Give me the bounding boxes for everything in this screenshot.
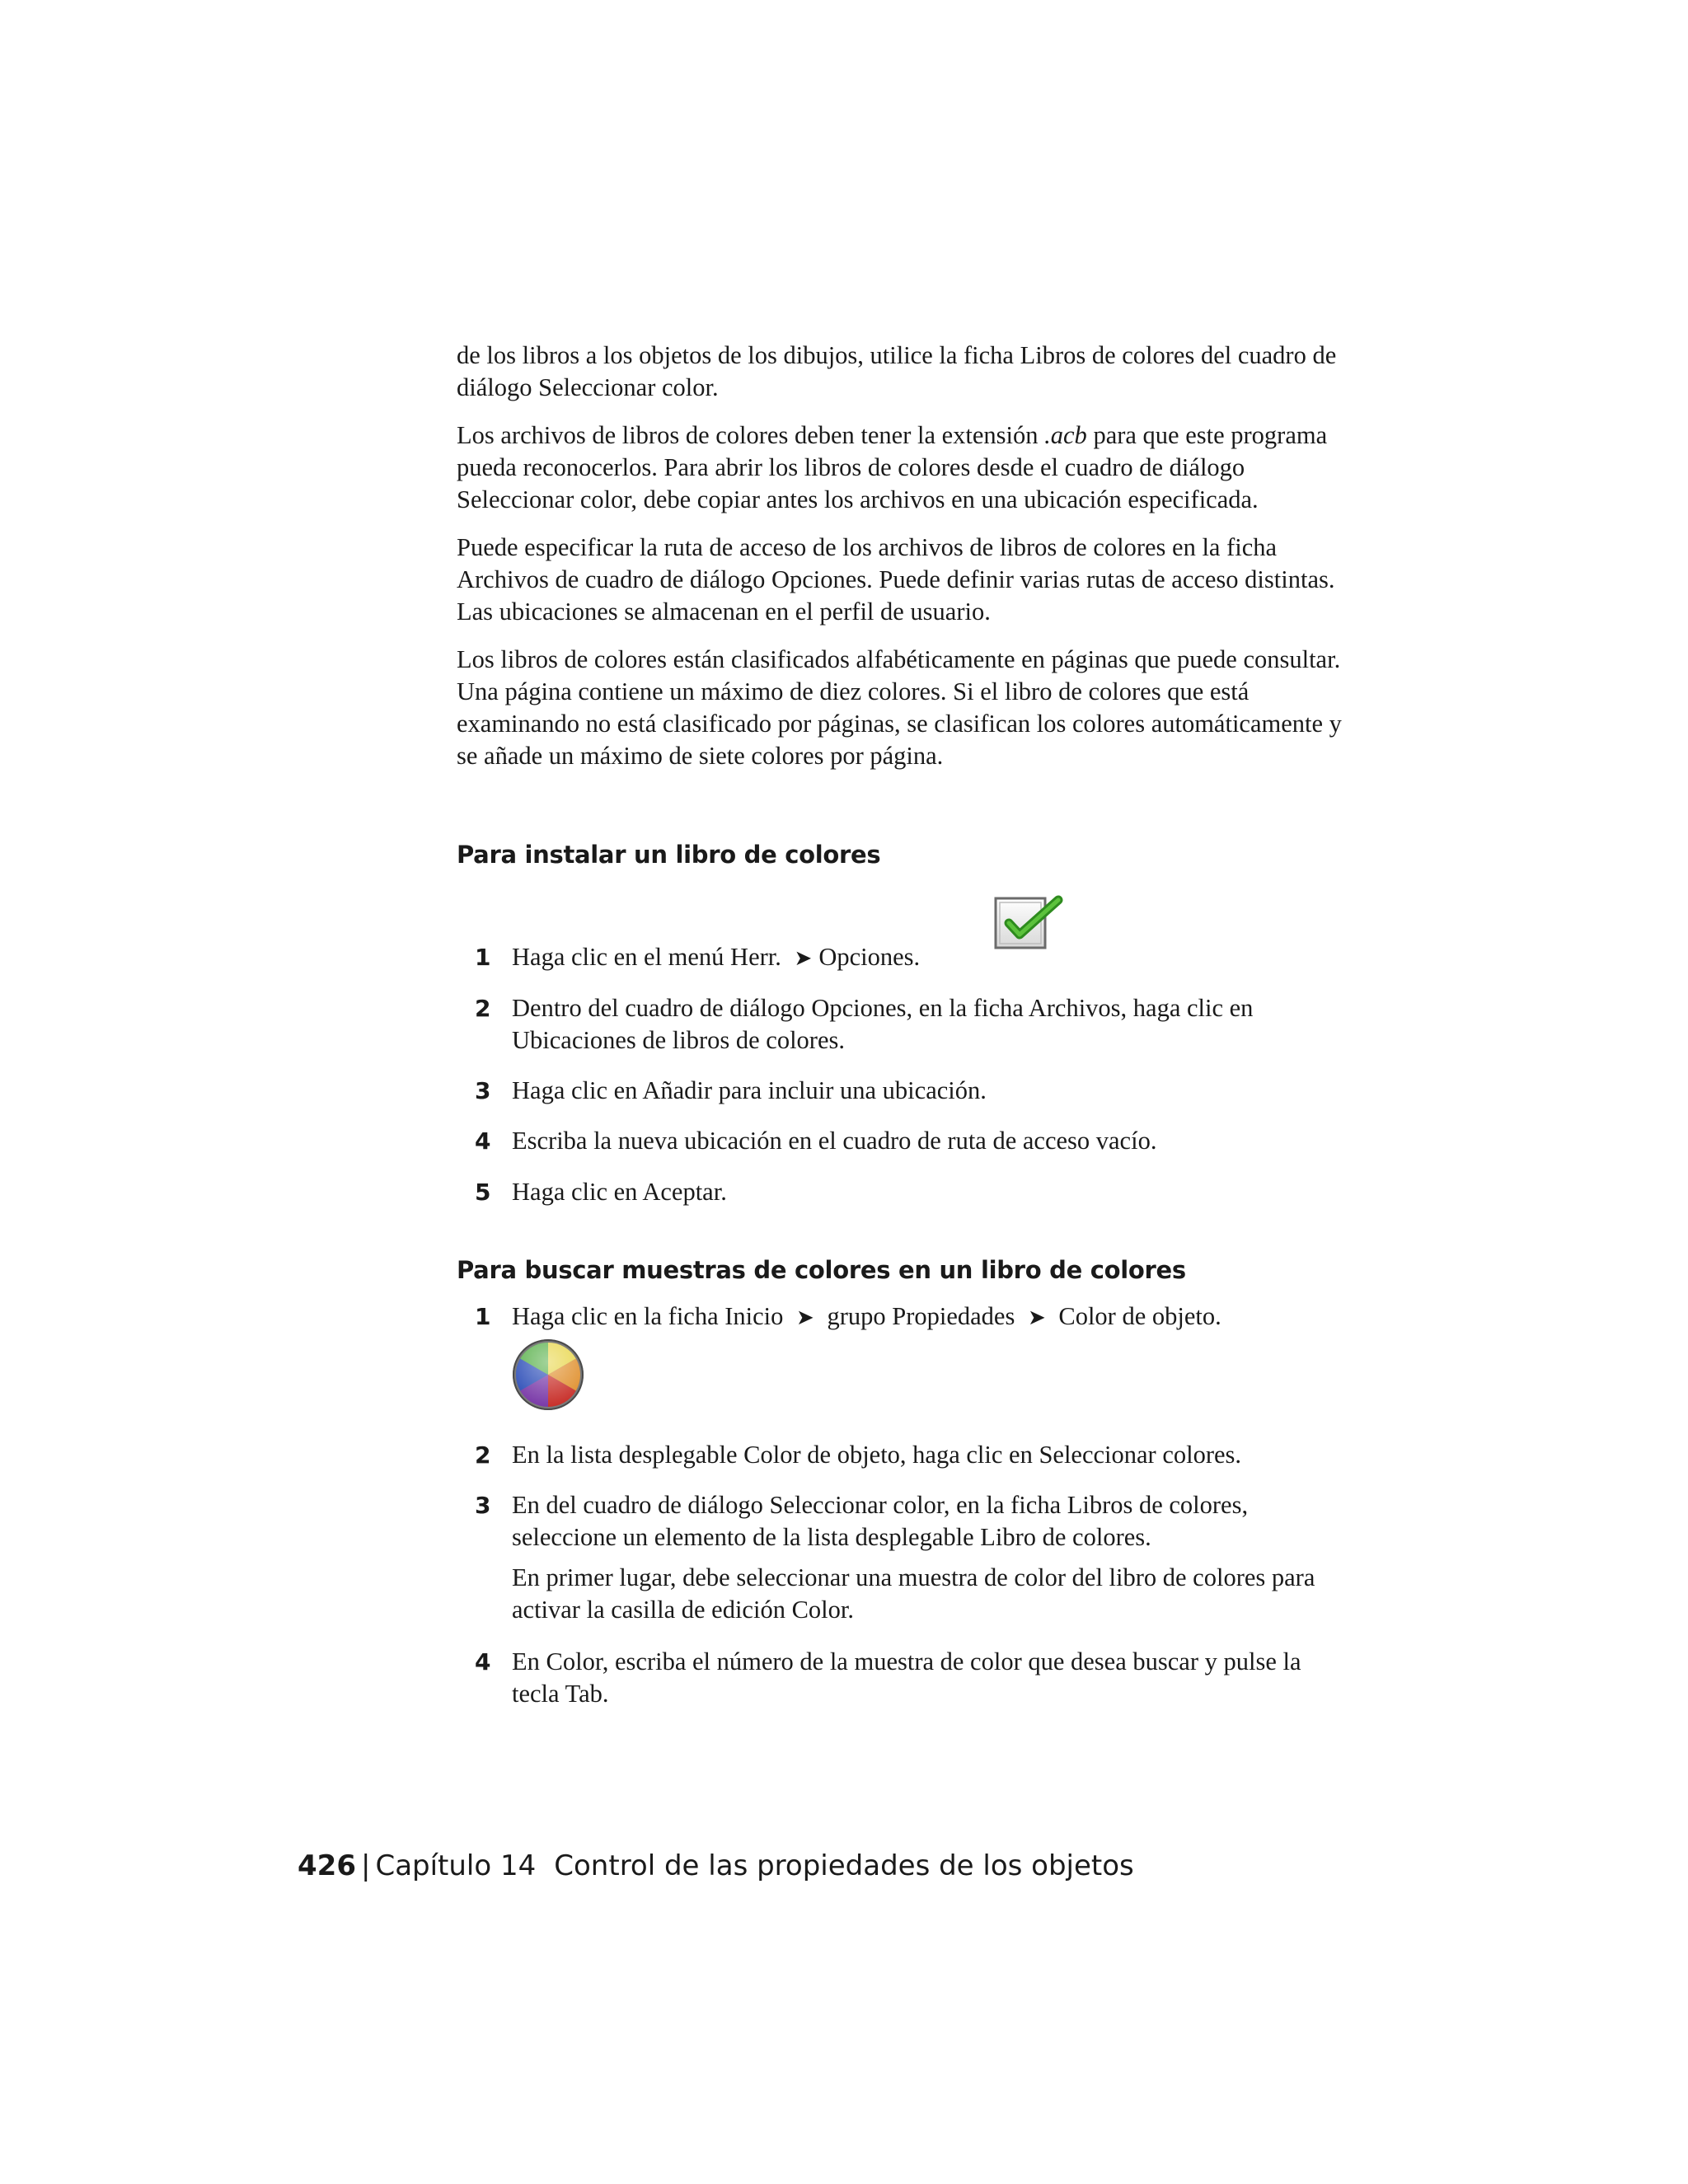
step-text: Haga clic en Añadir para incluir una ubicación.	[512, 1076, 987, 1104]
menu-arrow-icon: ➤	[1027, 1305, 1046, 1330]
chapter-title: Control de las propiedades de los objetos	[554, 1849, 1134, 1882]
checkbox-check-icon	[994, 895, 1068, 963]
chapter-label: Capítulo 14	[375, 1849, 537, 1882]
step-text: Dentro del cuadro de diálogo Opciones, en la ficha Archivos, haga clic en Ubicaciones de libros de colores.	[512, 994, 1254, 1054]
step-number: 3	[475, 1492, 491, 1519]
paragraph-acb-extension	[457, 419, 1347, 516]
step-number: 2	[475, 1441, 491, 1469]
page-footer	[298, 1848, 1134, 1884]
step-text	[512, 1489, 1353, 1626]
step-number: 1	[475, 944, 491, 971]
section-heading: Para buscar muestras de colores en un libro de colores	[457, 1256, 1186, 1284]
paragraph-pages: Los libros de colores están clasificados alfabéticamente en páginas que puede consultar. Una página contiene un máximo de diez colores. Si el libro de colores que está examinando no está clasificado por páginas, se clasifican los colores automáticamente y se añade un máximo de siete colores por página.	[457, 645, 1342, 770]
step-main-text: En del cuadro de diálogo Seleccionar color, en la ficha Libros de colores, seleccione un elemento de la lista desplegable Libro de colores.	[512, 1491, 1249, 1551]
step-text-part: grupo Propiedades	[827, 1302, 1015, 1330]
step-text: Haga clic en Aceptar.	[512, 1178, 727, 1206]
paragraph-text: para que este programa pueda reconocerlos. Para abrir los libros de colores desde el cuadro de diálogo Seleccionar color, debe copiar antes los archivos en una ubicación especificada.	[457, 421, 1328, 513]
step-number: 3	[475, 1077, 491, 1104]
section-heading: Para instalar un libro de colores	[457, 841, 881, 869]
step-text-part: Haga clic en la ficha Inicio	[512, 1302, 784, 1330]
menu-arrow-icon: ➤	[794, 946, 813, 971]
step-note: En primer lugar, debe seleccionar una muestra de color del libro de colores para activar la casilla de edición Color.	[512, 1563, 1315, 1624]
section-find-color-swatches	[457, 1254, 1363, 1716]
step-text-part: Opciones.	[818, 943, 921, 971]
step-text: Escriba la nueva ubicación en el cuadro de ruta de acceso vacío.	[512, 1127, 1157, 1155]
section-install-color-book	[457, 839, 1363, 1218]
step-text-part: Haga clic en el menú Herr.	[512, 943, 781, 971]
body-column	[457, 340, 1347, 788]
step-text-part: Color de objeto.	[1058, 1302, 1221, 1330]
step-text	[512, 1301, 1369, 1334]
color-wheel-icon	[510, 1337, 586, 1417]
file-extension: .acb	[1044, 421, 1087, 449]
step-number: 1	[475, 1303, 491, 1330]
step-text: En Color, escriba el número de la muestra de color que desea buscar y pulse la tecla Tab.	[512, 1647, 1301, 1708]
footer-separator: |	[360, 1849, 371, 1882]
menu-arrow-icon: ➤	[796, 1305, 814, 1330]
step-text	[512, 941, 1369, 975]
step-number: 2	[475, 995, 491, 1022]
paragraph-color-books-intro: de los libros a los objetos de los dibujos, utilice la ficha Libros de colores del cuadro de diálogo Seleccionar color.	[457, 341, 1337, 401]
step-number: 5	[475, 1179, 491, 1206]
step-number: 4	[475, 1648, 491, 1675]
paragraph-text: Los archivos de libros de colores deben tener la extensión	[457, 421, 1045, 449]
step-text: En la lista desplegable Color de objeto, haga clic en Seleccionar colores.	[512, 1441, 1242, 1469]
page-number: 426	[298, 1849, 356, 1882]
step-number: 4	[475, 1127, 491, 1155]
paragraph-search-path: Puede especificar la ruta de acceso de los archivos de libros de colores en la ficha Archivos de cuadro de diálogo Opciones. Puede definir varias rutas de acceso distintas. Las ubicaciones se almacenan en el perfil de usuario.	[457, 533, 1335, 626]
